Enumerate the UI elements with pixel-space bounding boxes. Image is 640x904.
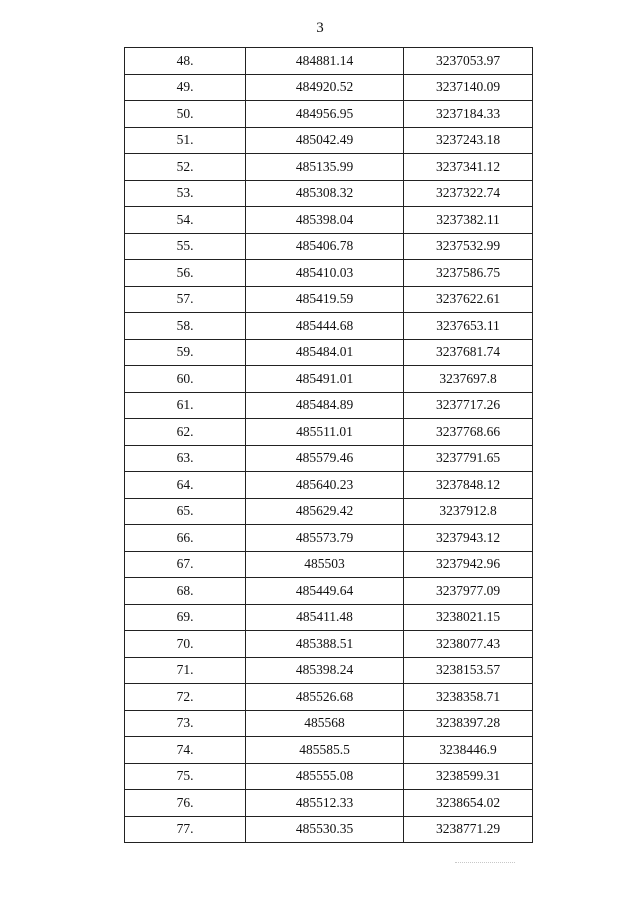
y-coordinate-cell: 3237848.12 — [404, 472, 533, 499]
point-number-cell: 72. — [125, 684, 246, 711]
point-number-cell: 58. — [125, 313, 246, 340]
table-row — [125, 101, 533, 128]
table-row — [125, 763, 533, 790]
point-number-cell: 67. — [125, 551, 246, 578]
point-number-cell: 69. — [125, 604, 246, 631]
table-row — [125, 631, 533, 658]
y-coordinate-cell: 3238599.31 — [404, 763, 533, 790]
y-coordinate-cell: 3237653.11 — [404, 313, 533, 340]
y-coordinate-cell: 3238771.29 — [404, 816, 533, 843]
x-coordinate-cell: 484956.95 — [246, 101, 404, 128]
table-row — [125, 392, 533, 419]
x-coordinate-cell: 484920.52 — [246, 74, 404, 101]
point-number-cell: 49. — [125, 74, 246, 101]
y-coordinate-cell: 3237140.09 — [404, 74, 533, 101]
table-row — [125, 180, 533, 207]
table-row — [125, 551, 533, 578]
y-coordinate-cell: 3237532.99 — [404, 233, 533, 260]
point-number-cell: 48. — [125, 48, 246, 75]
x-coordinate-cell: 485398.04 — [246, 207, 404, 234]
y-coordinate-cell: 3238446.9 — [404, 737, 533, 764]
x-coordinate-cell: 485568 — [246, 710, 404, 737]
point-number-cell: 64. — [125, 472, 246, 499]
table-row — [125, 710, 533, 737]
table-row — [125, 286, 533, 313]
x-coordinate-cell: 485406.78 — [246, 233, 404, 260]
x-coordinate-cell: 485484.89 — [246, 392, 404, 419]
y-coordinate-cell: 3237977.09 — [404, 578, 533, 605]
x-coordinate-cell: 485503 — [246, 551, 404, 578]
x-coordinate-cell: 485491.01 — [246, 366, 404, 393]
table-row — [125, 498, 533, 525]
y-coordinate-cell: 3238358.71 — [404, 684, 533, 711]
point-number-cell: 74. — [125, 737, 246, 764]
y-coordinate-cell: 3237586.75 — [404, 260, 533, 287]
point-number-cell: 52. — [125, 154, 246, 181]
table-row — [125, 737, 533, 764]
x-coordinate-cell: 485042.49 — [246, 127, 404, 154]
point-number-cell: 59. — [125, 339, 246, 366]
coordinates-table-body — [125, 48, 533, 843]
y-coordinate-cell: 3237717.26 — [404, 392, 533, 419]
table-row — [125, 339, 533, 366]
table-row — [125, 207, 533, 234]
x-coordinate-cell: 485388.51 — [246, 631, 404, 658]
y-coordinate-cell: 3237943.12 — [404, 525, 533, 552]
point-number-cell: 60. — [125, 366, 246, 393]
table-row — [125, 127, 533, 154]
page-number: 3 — [316, 20, 324, 36]
point-number-cell: 62. — [125, 419, 246, 446]
point-number-cell: 50. — [125, 101, 246, 128]
x-coordinate-cell: 485135.99 — [246, 154, 404, 181]
x-coordinate-cell: 485640.23 — [246, 472, 404, 499]
point-number-cell: 56. — [125, 260, 246, 287]
y-coordinate-cell: 3238153.57 — [404, 657, 533, 684]
x-coordinate-cell: 485308.32 — [246, 180, 404, 207]
x-coordinate-cell: 485579.46 — [246, 445, 404, 472]
x-coordinate-cell: 485511.01 — [246, 419, 404, 446]
y-coordinate-cell: 3238654.02 — [404, 790, 533, 817]
y-coordinate-cell: 3238077.43 — [404, 631, 533, 658]
y-coordinate-cell: 3237322.74 — [404, 180, 533, 207]
y-coordinate-cell: 3237791.65 — [404, 445, 533, 472]
table-row — [125, 260, 533, 287]
point-number-cell: 53. — [125, 180, 246, 207]
table-row — [125, 472, 533, 499]
x-coordinate-cell: 485530.35 — [246, 816, 404, 843]
point-number-cell: 75. — [125, 763, 246, 790]
scan-artifact — [455, 862, 515, 864]
y-coordinate-cell: 3238021.15 — [404, 604, 533, 631]
table-row — [125, 419, 533, 446]
y-coordinate-cell: 3237053.97 — [404, 48, 533, 75]
table-row — [125, 233, 533, 260]
point-number-cell: 73. — [125, 710, 246, 737]
table-row — [125, 74, 533, 101]
table-row — [125, 154, 533, 181]
y-coordinate-cell: 3237681.74 — [404, 339, 533, 366]
point-number-cell: 63. — [125, 445, 246, 472]
table-row — [125, 684, 533, 711]
x-coordinate-cell: 484881.14 — [246, 48, 404, 75]
point-number-cell: 77. — [125, 816, 246, 843]
x-coordinate-cell: 485398.24 — [246, 657, 404, 684]
point-number-cell: 68. — [125, 578, 246, 605]
x-coordinate-cell: 485526.68 — [246, 684, 404, 711]
x-coordinate-cell: 485411.48 — [246, 604, 404, 631]
table-row — [125, 578, 533, 605]
x-coordinate-cell: 485555.08 — [246, 763, 404, 790]
table-row — [125, 604, 533, 631]
table-row — [125, 366, 533, 393]
y-coordinate-cell: 3237243.18 — [404, 127, 533, 154]
table-row — [125, 48, 533, 75]
point-number-cell: 51. — [125, 127, 246, 154]
table-row — [125, 313, 533, 340]
x-coordinate-cell: 485585.5 — [246, 737, 404, 764]
point-number-cell: 61. — [125, 392, 246, 419]
y-coordinate-cell: 3237622.61 — [404, 286, 533, 313]
x-coordinate-cell: 485444.68 — [246, 313, 404, 340]
x-coordinate-cell: 485573.79 — [246, 525, 404, 552]
point-number-cell: 71. — [125, 657, 246, 684]
x-coordinate-cell: 485419.59 — [246, 286, 404, 313]
point-number-cell: 70. — [125, 631, 246, 658]
x-coordinate-cell: 485512.33 — [246, 790, 404, 817]
point-number-cell: 55. — [125, 233, 246, 260]
y-coordinate-cell: 3237382.11 — [404, 207, 533, 234]
y-coordinate-cell: 3237768.66 — [404, 419, 533, 446]
table-row — [125, 525, 533, 552]
point-number-cell: 57. — [125, 286, 246, 313]
x-coordinate-cell: 485629.42 — [246, 498, 404, 525]
table-row — [125, 816, 533, 843]
y-coordinate-cell: 3237184.33 — [404, 101, 533, 128]
y-coordinate-cell: 3237341.12 — [404, 154, 533, 181]
x-coordinate-cell: 485410.03 — [246, 260, 404, 287]
y-coordinate-cell: 3237912.8 — [404, 498, 533, 525]
table-row — [125, 657, 533, 684]
x-coordinate-cell: 485484.01 — [246, 339, 404, 366]
table-row — [125, 445, 533, 472]
coordinates-table — [124, 47, 533, 843]
y-coordinate-cell: 3237697.8 — [404, 366, 533, 393]
y-coordinate-cell: 3238397.28 — [404, 710, 533, 737]
x-coordinate-cell: 485449.64 — [246, 578, 404, 605]
point-number-cell: 54. — [125, 207, 246, 234]
point-number-cell: 76. — [125, 790, 246, 817]
table-row — [125, 790, 533, 817]
point-number-cell: 65. — [125, 498, 246, 525]
y-coordinate-cell: 3237942.96 — [404, 551, 533, 578]
point-number-cell: 66. — [125, 525, 246, 552]
